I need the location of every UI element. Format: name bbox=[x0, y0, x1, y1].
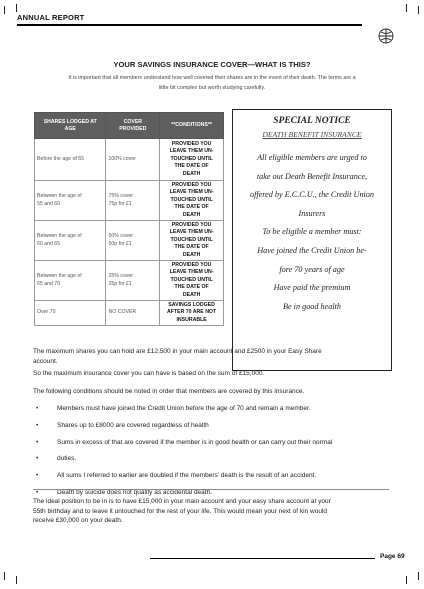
list-item bbox=[33, 421, 399, 438]
age-text: Before the age of 55 bbox=[37, 155, 85, 162]
max-cover-paragraph: So the maximum insurance cover you can have is based on the sum of £15,000. bbox=[33, 370, 265, 377]
condition-line: DEATH bbox=[182, 170, 201, 177]
crop-mark bbox=[418, 572, 419, 580]
ideal-position-paragraph bbox=[33, 497, 399, 526]
list-item-text: All sums I referred to earlier are doubled if the members’ death is the result of an accident. bbox=[57, 472, 317, 480]
section-divider bbox=[33, 489, 389, 490]
age-cell bbox=[35, 261, 106, 301]
crop-mark bbox=[16, 4, 17, 12]
header-rule bbox=[17, 24, 362, 26]
age-text: 65 and 70 bbox=[37, 280, 61, 287]
list-item-text: Sums in excess of that are covered if the member is in good health or can carry out their normal bbox=[57, 438, 333, 446]
age-cell bbox=[35, 181, 106, 221]
condition-line: TOUCHED UNTIL bbox=[170, 276, 213, 283]
notice-line: All eligible members are urged to bbox=[257, 153, 367, 162]
notice-line: Have paid the premium bbox=[273, 283, 351, 293]
intro-text bbox=[28, 73, 396, 93]
table-row bbox=[35, 181, 224, 221]
condition-cell bbox=[160, 221, 224, 261]
condition-line: AFTER 70 ARE NOT bbox=[167, 309, 217, 316]
crop-mark bbox=[16, 576, 17, 584]
notice-subtitle: DEATH BENEFIT INSURANCE bbox=[262, 130, 362, 139]
paragraph-line: 55th birthday and to leave it untouched for the rest of your life. This would mean your next of kin would bbox=[33, 507, 327, 515]
table-row bbox=[35, 221, 224, 261]
cover-cell bbox=[106, 261, 160, 301]
notice-line: take out Death Benefit Insurance, bbox=[256, 171, 368, 181]
paragraph-line: The maximum shares you can hold are £12,500 in your main account and £2500 in your Easy Share bbox=[33, 348, 322, 355]
condition-line: THE DATE OF bbox=[174, 204, 209, 211]
cover-cell bbox=[106, 301, 160, 326]
condition-cell bbox=[160, 301, 224, 326]
list-item bbox=[33, 471, 399, 488]
paragraph-line: account. bbox=[33, 358, 58, 365]
crop-mark bbox=[4, 572, 5, 580]
header-age-line: SHARES LODGED AT bbox=[43, 118, 97, 125]
conditions-list bbox=[33, 404, 399, 505]
special-notice-box bbox=[232, 109, 392, 371]
cover-cell bbox=[106, 181, 160, 221]
cover-cell bbox=[106, 139, 160, 181]
bullet-icon: • bbox=[36, 472, 39, 480]
header-cover bbox=[106, 113, 160, 139]
table-row bbox=[35, 139, 224, 181]
age-cell bbox=[35, 139, 106, 181]
condition-line: TOUCHED UNTIL bbox=[170, 236, 213, 243]
notice-line: Have joined the Credit Union be- bbox=[257, 245, 367, 255]
age-text: Between the age of bbox=[37, 273, 82, 279]
condition-line: PROVIDED YOU bbox=[171, 261, 212, 268]
credit-union-logo-icon bbox=[376, 28, 396, 44]
cover-text: 50p for £1 bbox=[108, 240, 132, 247]
crop-mark bbox=[418, 6, 419, 14]
header-age bbox=[35, 113, 106, 139]
age-text: 55 and 60 bbox=[37, 200, 61, 207]
condition-line: LEAVE THEM UN- bbox=[169, 269, 214, 276]
bullet-icon: • bbox=[36, 405, 39, 412]
header-cover-line: PROVIDED bbox=[119, 125, 147, 132]
condition-line: THE DATE OF bbox=[174, 284, 209, 291]
list-item bbox=[33, 454, 399, 471]
age-text: Over 70 bbox=[37, 309, 56, 316]
header-age-line: AGE bbox=[64, 125, 76, 132]
condition-line: LEAVE THEM UN- bbox=[169, 229, 214, 236]
condition-cell bbox=[160, 139, 224, 181]
header-cover-line: COVER bbox=[123, 118, 143, 125]
insurance-cover-table bbox=[34, 112, 224, 326]
paragraph-line: receive £30,000 on your death. bbox=[33, 517, 123, 524]
condition-line: TOUCHED UNTIL bbox=[170, 155, 213, 162]
list-item bbox=[33, 438, 399, 455]
notice-line: offered by E.C.C.U., the Credit Union bbox=[249, 190, 374, 200]
list-item-text: Shares up to £8000 are covered regardless of health bbox=[57, 421, 209, 429]
condition-cell bbox=[160, 261, 224, 301]
page-title: YOUR SAVINGS INSURANCE COVER—WHAT IS THIS? bbox=[113, 60, 311, 69]
header-label: ANNUAL REPORT bbox=[17, 13, 85, 22]
notice-line: To be eligible a member must: bbox=[262, 227, 362, 237]
condition-cell bbox=[160, 181, 224, 221]
condition-line: THE DATE OF bbox=[174, 163, 209, 170]
cover-text: 25p for £1 bbox=[108, 280, 132, 287]
table-row bbox=[35, 301, 224, 326]
notice-body bbox=[233, 149, 391, 316]
notice-line: Be in good health bbox=[283, 301, 341, 311]
cover-text: 50% cover bbox=[108, 233, 133, 239]
cover-cell bbox=[106, 221, 160, 261]
notice-title: SPECIAL NOTICE bbox=[273, 116, 351, 126]
crop-mark bbox=[406, 4, 407, 12]
condition-line: DEATH bbox=[182, 251, 201, 258]
condition-line: PROVIDED YOU bbox=[171, 140, 212, 147]
list-item-text: Death by suicide does not qualify as accidental death. bbox=[57, 488, 213, 496]
page-number: Page 69 bbox=[380, 553, 405, 560]
crop-mark bbox=[406, 576, 407, 584]
age-cell bbox=[35, 221, 106, 261]
table-header-row bbox=[35, 113, 224, 139]
footer-rule bbox=[150, 558, 375, 559]
bullet-icon: • bbox=[36, 455, 39, 463]
cover-text: 75% cover bbox=[108, 193, 133, 199]
bullet-icon: • bbox=[36, 438, 39, 446]
intro-line: little bit complex but worth studying carefully. bbox=[158, 85, 266, 91]
cover-text: 100% cover bbox=[108, 155, 136, 162]
crop-mark bbox=[4, 6, 5, 14]
condition-line: DEATH bbox=[182, 211, 201, 218]
cover-text: NO COVER bbox=[108, 309, 137, 316]
condition-line: LEAVE THEM UN- bbox=[169, 189, 214, 196]
condition-line: LEAVE THEM UN- bbox=[169, 148, 214, 155]
condition-line: TOUCHED UNTIL bbox=[170, 196, 213, 203]
condition-line: SAVINGS LODGED bbox=[168, 301, 215, 308]
table-row bbox=[35, 261, 224, 301]
age-text: 60 and 65 bbox=[37, 240, 61, 247]
condition-line: PROVIDED YOU bbox=[171, 181, 212, 188]
condition-line: PROVIDED YOU bbox=[171, 221, 212, 228]
condition-line: THE DATE OF bbox=[174, 244, 209, 251]
notice-line: Insurers bbox=[298, 208, 326, 218]
age-text: Between the age of bbox=[37, 233, 82, 239]
bullet-icon: • bbox=[36, 488, 39, 496]
list-item-text: Members must have joined the Credit Union before the age of 70 and remain a member. bbox=[57, 405, 311, 412]
header-conditions: **CONDITIONS** bbox=[160, 113, 224, 139]
paragraph-line: The ideal position to be in is to have £15,000 in your main account and your easy share account at your bbox=[33, 498, 331, 505]
notice-line: fore 70 years of age bbox=[279, 264, 345, 274]
age-cell bbox=[35, 301, 106, 326]
cover-text: 75p for £1 bbox=[108, 200, 132, 207]
condition-line: DEATH bbox=[182, 291, 201, 298]
list-item bbox=[33, 404, 399, 421]
conditions-intro-paragraph: The following conditions should be noted in order that members are covered by this insurance. bbox=[33, 388, 305, 395]
bullet-icon: • bbox=[36, 421, 39, 429]
age-text: Between the age of bbox=[37, 193, 82, 199]
condition-line: INSURABLE bbox=[176, 316, 207, 323]
max-shares-paragraph bbox=[33, 347, 399, 367]
list-item-text: duties. bbox=[57, 455, 77, 463]
intro-line: It is important that all members understand how well covered their shares are in the event of their death. The terms are a bbox=[68, 75, 356, 81]
cover-text: 25% cover bbox=[108, 273, 133, 279]
